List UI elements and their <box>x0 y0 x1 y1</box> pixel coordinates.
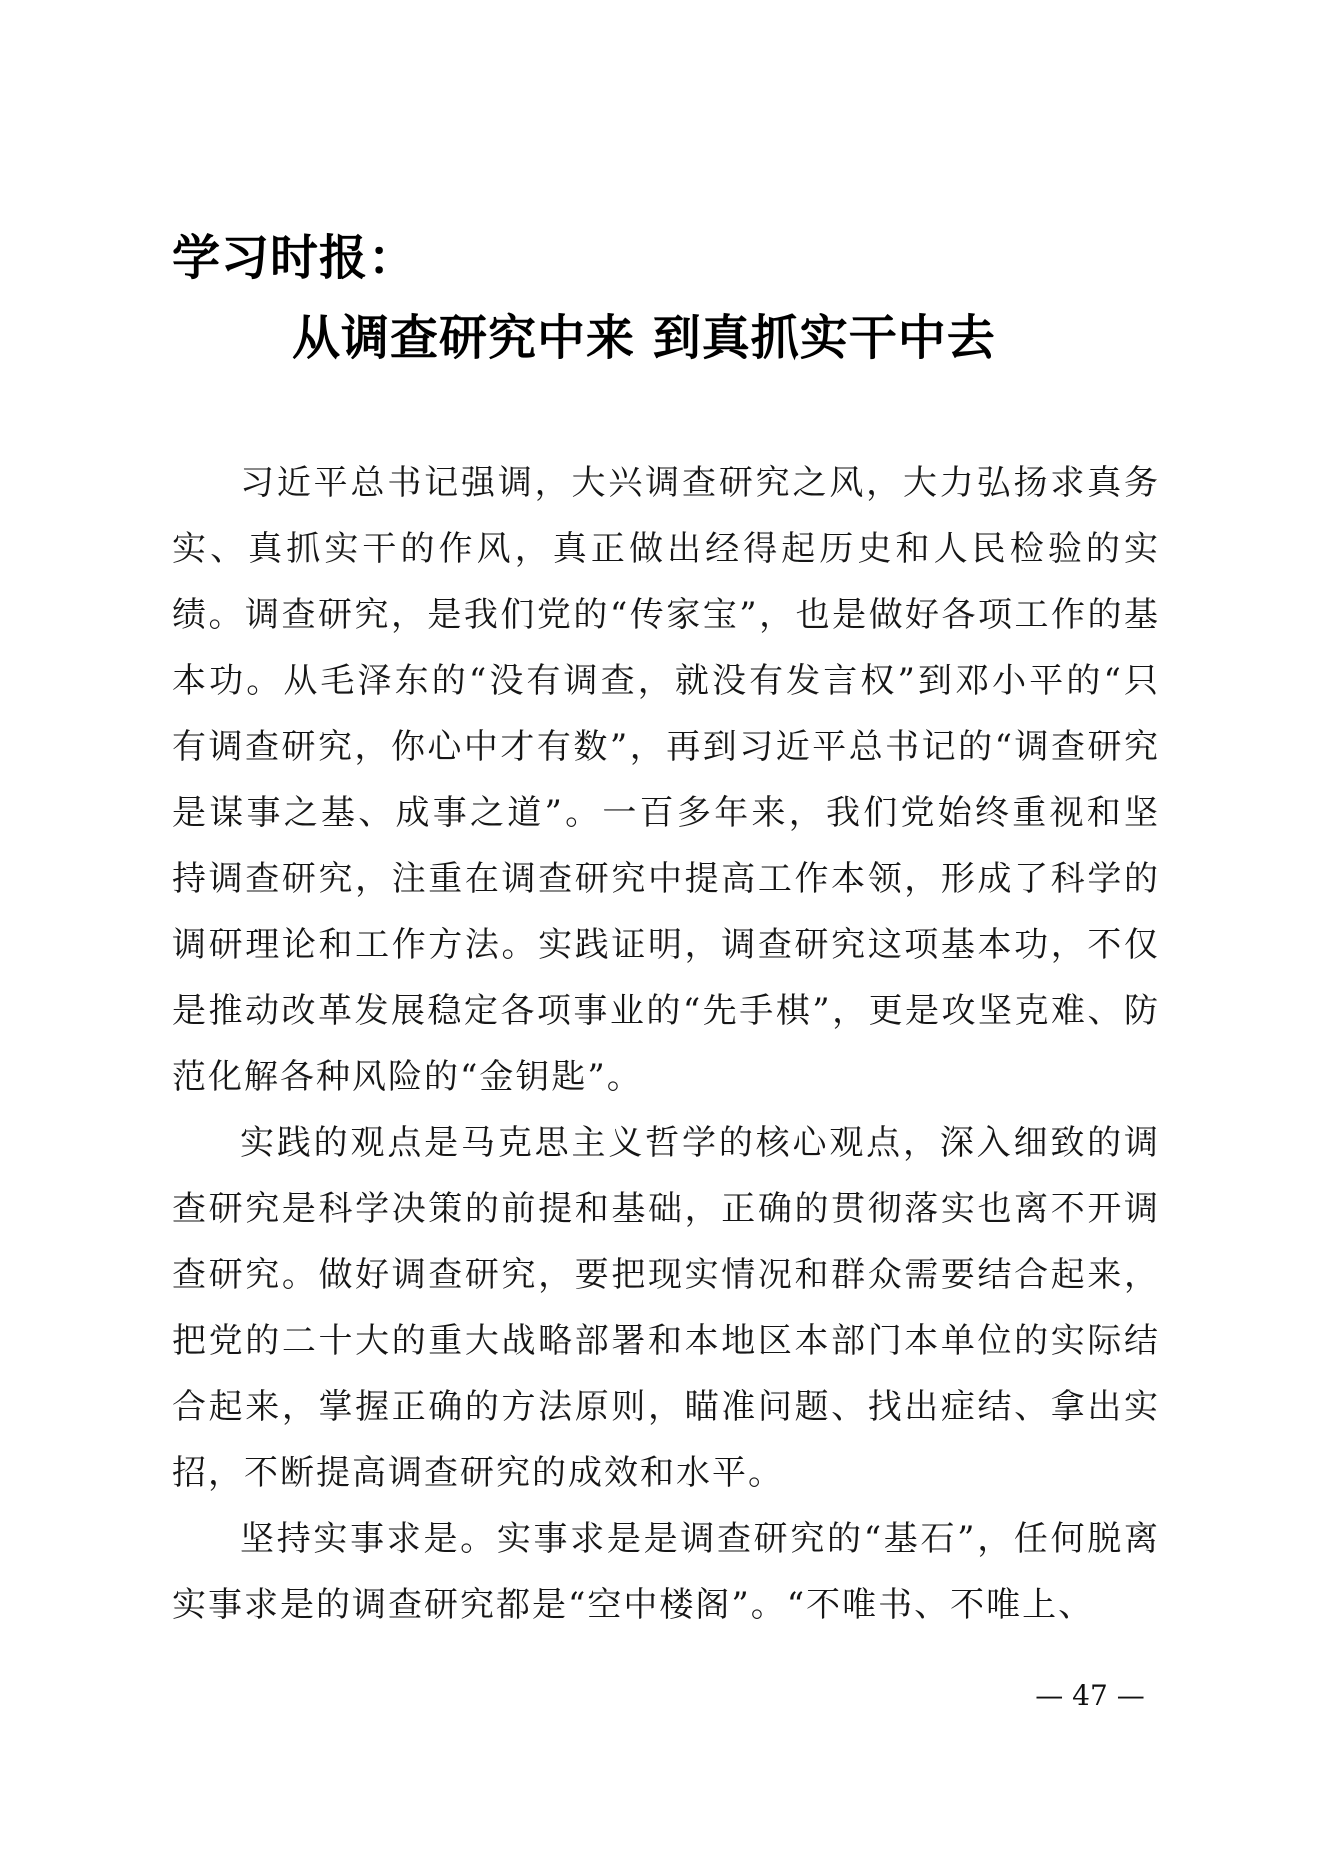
paragraph-2: 实践的观点是马克思主义哲学的核心观点，深入细致的调查研究是科学决策的前提和基础，正确的贯彻落实也离不开调查研究。做好调查研究，要把现实情况和群众需要结合起来，把党的二十大的重大战略部署和本地区本部门本单位的实际结合起来，掌握正确的方法原则，瞄准问题、找出症结、拿出实招，不断提高调查研究的成效和水平。 <box>172 1123 1160 1493</box>
article-body <box>172 450 1160 1638</box>
paragraph-3: 坚持实事求是。实事求是是调查研究的“基石”，任何脱离实事求是的调查研究都是“空中楼阁”。“不唯书、不唯上、 <box>172 1519 1160 1625</box>
source-title: 学习时报： <box>172 230 418 286</box>
article-title: 从调查研究中来 到真抓实干中去 <box>292 310 996 366</box>
page-number: — 47 — <box>1035 1679 1145 1712</box>
paragraph-1: 习近平总书记强调，大兴调查研究之风，大力弘扬求真务实、真抓实干的作风，真正做出经得起历史和人民检验的实绩。调查研究，是我们党的“传家宝”，也是做好各项工作的基本功。从毛泽东的“没有调查，就没有发言权”到邓小平的“只有调查研究，你心中才有数”，再到习近平总书记的“调查研究是谋事之基、成事之道”。一百多年来，我们党始终重视和坚持调查研究，注重在调查研究中提高工作本领，形成了科学的调研理论和工作方法。实践证明，调查研究这项基本功，不仅是推动改革发展稳定各项事业的“先手棋”，更是攻坚克难、防范化解各种风险的“金钥匙”。 <box>172 463 1160 1097</box>
